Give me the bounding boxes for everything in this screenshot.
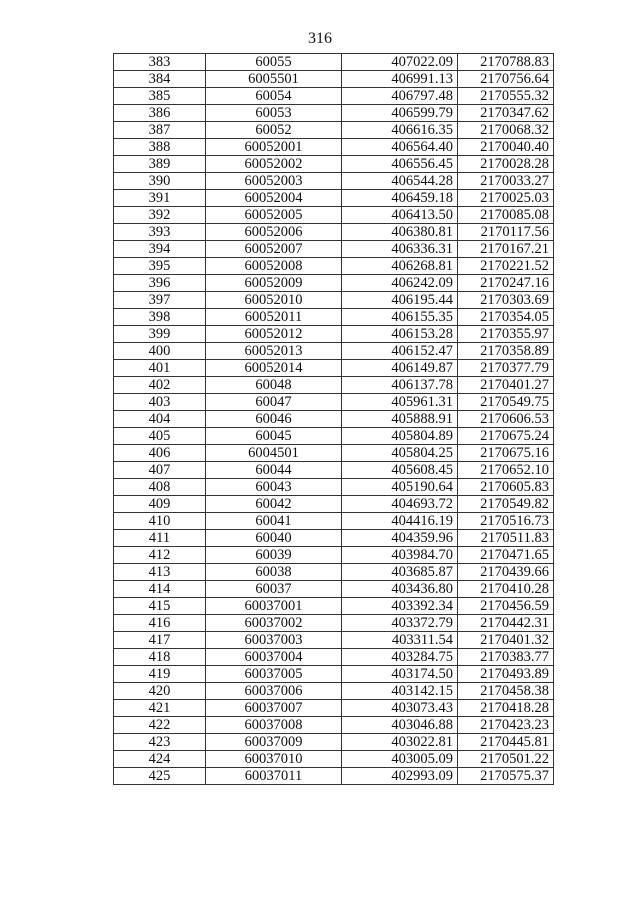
coord-y-cell: 2170516.73 (458, 513, 554, 530)
table-row (114, 88, 554, 105)
table-row (114, 445, 554, 462)
row-index-cell: 388 (114, 139, 206, 156)
row-index-cell: 401 (114, 360, 206, 377)
coord-y-cell: 2170555.32 (458, 88, 554, 105)
table-row (114, 309, 554, 326)
table-row (114, 190, 554, 207)
coord-x-cell: 403046.88 (342, 717, 458, 734)
coord-x-cell: 402993.09 (342, 768, 458, 785)
row-index-cell: 404 (114, 411, 206, 428)
coord-x-cell: 406797.48 (342, 88, 458, 105)
point-id-cell: 60037008 (206, 717, 342, 734)
row-index-cell: 383 (114, 54, 206, 71)
row-index-cell: 396 (114, 275, 206, 292)
table-row (114, 496, 554, 513)
coord-x-cell: 405804.89 (342, 428, 458, 445)
table-row (114, 326, 554, 343)
row-index-cell: 390 (114, 173, 206, 190)
coord-y-cell: 2170675.24 (458, 428, 554, 445)
row-index-cell: 410 (114, 513, 206, 530)
coord-y-cell: 2170303.69 (458, 292, 554, 309)
row-index-cell: 417 (114, 632, 206, 649)
table-row (114, 275, 554, 292)
coord-x-cell: 405608.45 (342, 462, 458, 479)
coord-y-cell: 2170423.23 (458, 717, 554, 734)
point-id-cell: 60048 (206, 377, 342, 394)
coord-x-cell: 406413.50 (342, 207, 458, 224)
row-index-cell: 422 (114, 717, 206, 734)
coord-x-cell: 406195.44 (342, 292, 458, 309)
row-index-cell: 397 (114, 292, 206, 309)
table-row (114, 360, 554, 377)
row-index-cell: 421 (114, 700, 206, 717)
point-id-cell: 60052010 (206, 292, 342, 309)
coord-y-cell: 2170511.83 (458, 530, 554, 547)
table-row (114, 173, 554, 190)
row-index-cell: 394 (114, 241, 206, 258)
coord-x-cell: 406544.28 (342, 173, 458, 190)
table-row (114, 751, 554, 768)
coord-x-cell: 407022.09 (342, 54, 458, 71)
table-row (114, 547, 554, 564)
coord-y-cell: 2170439.66 (458, 564, 554, 581)
point-id-cell: 60052 (206, 122, 342, 139)
table-row (114, 292, 554, 309)
coord-y-cell: 2170354.05 (458, 309, 554, 326)
point-id-cell: 60046 (206, 411, 342, 428)
coord-y-cell: 2170458.38 (458, 683, 554, 700)
coord-x-cell: 406556.45 (342, 156, 458, 173)
coord-x-cell: 405888.91 (342, 411, 458, 428)
point-id-cell: 60042 (206, 496, 342, 513)
row-index-cell: 425 (114, 768, 206, 785)
row-index-cell: 418 (114, 649, 206, 666)
coord-x-cell: 406991.13 (342, 71, 458, 88)
coordinates-table-body (114, 54, 554, 785)
row-index-cell: 414 (114, 581, 206, 598)
point-id-cell: 60052005 (206, 207, 342, 224)
point-id-cell: 60055 (206, 54, 342, 71)
coord-x-cell: 403392.34 (342, 598, 458, 615)
point-id-cell: 60052001 (206, 139, 342, 156)
row-index-cell: 391 (114, 190, 206, 207)
table-row (114, 479, 554, 496)
table-row (114, 513, 554, 530)
row-index-cell: 398 (114, 309, 206, 326)
row-index-cell: 416 (114, 615, 206, 632)
coord-y-cell: 2170347.62 (458, 105, 554, 122)
point-id-cell: 60041 (206, 513, 342, 530)
coord-y-cell: 2170456.59 (458, 598, 554, 615)
point-id-cell: 60052006 (206, 224, 342, 241)
coord-y-cell: 2170401.32 (458, 632, 554, 649)
row-index-cell: 405 (114, 428, 206, 445)
coord-x-cell: 403142.15 (342, 683, 458, 700)
coord-x-cell: 403284.75 (342, 649, 458, 666)
coord-y-cell: 2170549.82 (458, 496, 554, 513)
row-index-cell: 385 (114, 88, 206, 105)
coord-y-cell: 2170501.22 (458, 751, 554, 768)
row-index-cell: 406 (114, 445, 206, 462)
table-row (114, 105, 554, 122)
coord-y-cell: 2170117.56 (458, 224, 554, 241)
row-index-cell: 386 (114, 105, 206, 122)
point-id-cell: 60044 (206, 462, 342, 479)
point-id-cell: 60037009 (206, 734, 342, 751)
table-row (114, 411, 554, 428)
point-id-cell: 60037010 (206, 751, 342, 768)
point-id-cell: 60037007 (206, 700, 342, 717)
table-row (114, 768, 554, 785)
row-index-cell: 408 (114, 479, 206, 496)
coord-x-cell: 403022.81 (342, 734, 458, 751)
row-index-cell: 387 (114, 122, 206, 139)
coord-y-cell: 2170575.37 (458, 768, 554, 785)
coord-x-cell: 406152.47 (342, 343, 458, 360)
row-index-cell: 403 (114, 394, 206, 411)
table-row (114, 649, 554, 666)
table-row (114, 700, 554, 717)
coord-y-cell: 2170788.83 (458, 54, 554, 71)
row-index-cell: 389 (114, 156, 206, 173)
row-index-cell: 413 (114, 564, 206, 581)
coord-y-cell: 2170493.89 (458, 666, 554, 683)
coord-y-cell: 2170025.03 (458, 190, 554, 207)
coord-x-cell: 403073.43 (342, 700, 458, 717)
coord-x-cell: 406155.35 (342, 309, 458, 326)
row-index-cell: 395 (114, 258, 206, 275)
coord-y-cell: 2170221.52 (458, 258, 554, 275)
coord-y-cell: 2170028.28 (458, 156, 554, 173)
coord-x-cell: 403685.87 (342, 564, 458, 581)
table-row (114, 717, 554, 734)
point-id-cell: 60039 (206, 547, 342, 564)
coord-x-cell: 404693.72 (342, 496, 458, 513)
coord-y-cell: 2170442.31 (458, 615, 554, 632)
point-id-cell: 60037 (206, 581, 342, 598)
row-index-cell: 400 (114, 343, 206, 360)
coord-y-cell: 2170675.16 (458, 445, 554, 462)
point-id-cell: 60054 (206, 88, 342, 105)
row-index-cell: 423 (114, 734, 206, 751)
point-id-cell: 60037003 (206, 632, 342, 649)
coord-x-cell: 403005.09 (342, 751, 458, 768)
coord-x-cell: 405190.64 (342, 479, 458, 496)
coord-x-cell: 406564.40 (342, 139, 458, 156)
coordinates-table (113, 53, 554, 785)
coord-y-cell: 2170033.27 (458, 173, 554, 190)
point-id-cell: 60037002 (206, 615, 342, 632)
coord-x-cell: 406153.28 (342, 326, 458, 343)
table-row (114, 139, 554, 156)
coord-x-cell: 406242.09 (342, 275, 458, 292)
row-index-cell: 392 (114, 207, 206, 224)
coord-y-cell: 2170355.97 (458, 326, 554, 343)
coord-x-cell: 403174.50 (342, 666, 458, 683)
point-id-cell: 6004501 (206, 445, 342, 462)
coord-y-cell: 2170410.28 (458, 581, 554, 598)
row-index-cell: 384 (114, 71, 206, 88)
coord-y-cell: 2170605.83 (458, 479, 554, 496)
row-index-cell: 424 (114, 751, 206, 768)
point-id-cell: 60052013 (206, 343, 342, 360)
coord-x-cell: 405804.25 (342, 445, 458, 462)
coord-x-cell: 406336.31 (342, 241, 458, 258)
table-row (114, 343, 554, 360)
table-row (114, 734, 554, 751)
table-row (114, 156, 554, 173)
point-id-cell: 60045 (206, 428, 342, 445)
coord-y-cell: 2170040.40 (458, 139, 554, 156)
point-id-cell: 60037005 (206, 666, 342, 683)
coord-y-cell: 2170358.89 (458, 343, 554, 360)
coord-x-cell: 406599.79 (342, 105, 458, 122)
point-id-cell: 60037004 (206, 649, 342, 666)
table-row (114, 598, 554, 615)
point-id-cell: 60043 (206, 479, 342, 496)
table-row (114, 632, 554, 649)
coord-y-cell: 2170401.27 (458, 377, 554, 394)
coord-x-cell: 403372.79 (342, 615, 458, 632)
point-id-cell: 6005501 (206, 71, 342, 88)
coord-y-cell: 2170383.77 (458, 649, 554, 666)
point-id-cell: 60052008 (206, 258, 342, 275)
table-row (114, 530, 554, 547)
table-row (114, 377, 554, 394)
row-index-cell: 415 (114, 598, 206, 615)
point-id-cell: 60037011 (206, 768, 342, 785)
coord-y-cell: 2170085.08 (458, 207, 554, 224)
coord-y-cell: 2170418.28 (458, 700, 554, 717)
coord-y-cell: 2170247.16 (458, 275, 554, 292)
row-index-cell: 412 (114, 547, 206, 564)
point-id-cell: 60038 (206, 564, 342, 581)
point-id-cell: 60052007 (206, 241, 342, 258)
table-row (114, 666, 554, 683)
table-row (114, 615, 554, 632)
table-row (114, 207, 554, 224)
coord-x-cell: 406149.87 (342, 360, 458, 377)
table-row (114, 122, 554, 139)
coord-y-cell: 2170377.79 (458, 360, 554, 377)
point-id-cell: 60040 (206, 530, 342, 547)
coord-x-cell: 404416.19 (342, 513, 458, 530)
table-row (114, 581, 554, 598)
table-row (114, 224, 554, 241)
coord-x-cell: 406459.18 (342, 190, 458, 207)
coord-y-cell: 2170549.75 (458, 394, 554, 411)
coord-y-cell: 2170652.10 (458, 462, 554, 479)
table-row (114, 564, 554, 581)
coord-y-cell: 2170756.64 (458, 71, 554, 88)
point-id-cell: 60052003 (206, 173, 342, 190)
table-row (114, 462, 554, 479)
point-id-cell: 60037006 (206, 683, 342, 700)
coord-x-cell: 406268.81 (342, 258, 458, 275)
row-index-cell: 419 (114, 666, 206, 683)
point-id-cell: 60052002 (206, 156, 342, 173)
coord-y-cell: 2170167.21 (458, 241, 554, 258)
table-row (114, 241, 554, 258)
coord-y-cell: 2170606.53 (458, 411, 554, 428)
coord-x-cell: 405961.31 (342, 394, 458, 411)
coord-x-cell: 406137.78 (342, 377, 458, 394)
coord-x-cell: 403311.54 (342, 632, 458, 649)
coord-x-cell: 403984.70 (342, 547, 458, 564)
coord-x-cell: 406616.35 (342, 122, 458, 139)
coord-x-cell: 406380.81 (342, 224, 458, 241)
table-row (114, 394, 554, 411)
point-id-cell: 60052014 (206, 360, 342, 377)
row-index-cell: 399 (114, 326, 206, 343)
table-row (114, 258, 554, 275)
point-id-cell: 60047 (206, 394, 342, 411)
coord-y-cell: 2170068.32 (458, 122, 554, 139)
row-index-cell: 402 (114, 377, 206, 394)
page-number: 316 (308, 30, 332, 47)
table-row (114, 54, 554, 71)
point-id-cell: 60052012 (206, 326, 342, 343)
point-id-cell: 60052004 (206, 190, 342, 207)
point-id-cell: 60052009 (206, 275, 342, 292)
table-row (114, 71, 554, 88)
point-id-cell: 60052011 (206, 309, 342, 326)
row-index-cell: 407 (114, 462, 206, 479)
row-index-cell: 409 (114, 496, 206, 513)
row-index-cell: 420 (114, 683, 206, 700)
row-index-cell: 393 (114, 224, 206, 241)
table-row (114, 428, 554, 445)
row-index-cell: 411 (114, 530, 206, 547)
coord-y-cell: 2170445.81 (458, 734, 554, 751)
coord-x-cell: 404359.96 (342, 530, 458, 547)
point-id-cell: 60037001 (206, 598, 342, 615)
point-id-cell: 60053 (206, 105, 342, 122)
coord-x-cell: 403436.80 (342, 581, 458, 598)
table-row (114, 683, 554, 700)
coord-y-cell: 2170471.65 (458, 547, 554, 564)
